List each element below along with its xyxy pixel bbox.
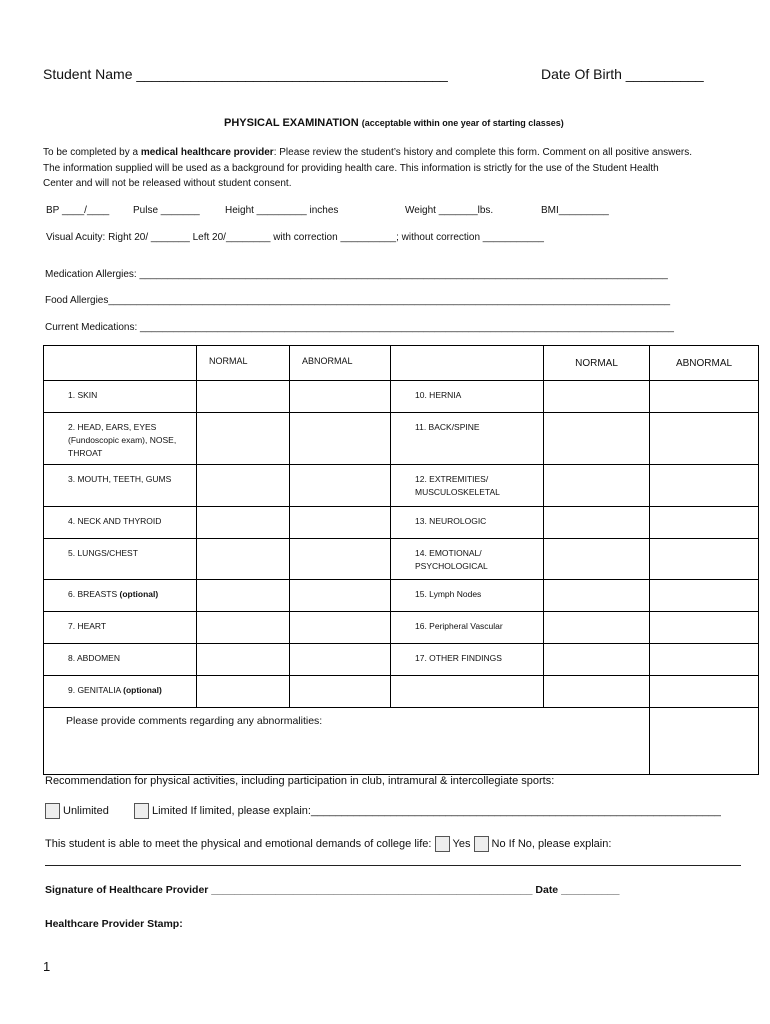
right-normal-cell[interactable] <box>544 644 650 676</box>
abnormal-header-2: ABNORMAL <box>650 346 759 381</box>
unlimited-label: Unlimited <box>63 804 109 817</box>
limited-label: Limited If limited, please explain:___________________________________________________________________ <box>152 804 721 817</box>
bmi-field[interactable]: BMI_________ <box>541 205 609 216</box>
left-normal-cell[interactable] <box>197 580 290 612</box>
intro-bold: medical healthcare provider <box>140 147 274 158</box>
right-label: 16. Peripheral Vascular <box>391 612 544 644</box>
left-normal-cell[interactable] <box>197 644 290 676</box>
right-abnormal-cell[interactable] <box>650 465 759 507</box>
right-abnormal-cell[interactable] <box>650 381 759 413</box>
left-label: 4. NECK AND THYROID <box>44 507 197 539</box>
visual-acuity-field[interactable]: Visual Acuity: Right 20/ _______ Left 20/________ with correction __________; without correction ___________ <box>46 232 544 243</box>
normal-header-2: NORMAL <box>544 346 650 381</box>
page-title <box>224 117 564 129</box>
intro-line1-rest: : Please review the student’s history and complete this form. Comment on all positive answers. <box>273 147 693 158</box>
left-normal-cell[interactable] <box>197 381 290 413</box>
left-normal-cell[interactable] <box>197 465 290 507</box>
pulse-field[interactable]: Pulse _______ <box>133 205 200 216</box>
right-normal-cell[interactable] <box>544 676 650 708</box>
comments-side-cell <box>650 708 759 775</box>
intro-line-3: Center and will not be released without student consent. <box>43 178 292 189</box>
left-abnormal-cell[interactable] <box>290 676 391 708</box>
table-header-row <box>44 346 759 381</box>
yes-label: Yes <box>452 837 471 850</box>
left-label: 5. LUNGS/CHEST <box>44 539 197 580</box>
left-normal-cell[interactable] <box>197 507 290 539</box>
left-abnormal-cell[interactable] <box>290 539 391 580</box>
right-label: 11. BACK/SPINE <box>391 413 544 465</box>
limited-option[interactable] <box>134 803 721 819</box>
right-normal-cell[interactable] <box>544 465 650 507</box>
title-note: (acceptable within one year of starting classes) <box>361 118 564 128</box>
comments-cell[interactable] <box>44 708 650 775</box>
bp-field[interactable]: BP ____/____ <box>46 205 110 216</box>
comments-row <box>44 708 759 775</box>
left-abnormal-cell[interactable] <box>290 612 391 644</box>
demands-text: This student is able to meet the physical and emotional demands of college life: <box>45 837 432 850</box>
title-main: PHYSICAL EXAMINATION <box>224 117 359 129</box>
right-abnormal-cell[interactable] <box>650 644 759 676</box>
table-row <box>44 507 759 539</box>
recommendation-text: Recommendation for physical activities, including participation in club, intramural & intercollegiate sports: <box>45 775 555 787</box>
right-normal-cell[interactable] <box>544 612 650 644</box>
right-label <box>391 676 544 708</box>
left-label: 3. MOUTH, TEETH, GUMS <box>44 465 197 507</box>
right-abnormal-cell[interactable] <box>650 612 759 644</box>
signature-field[interactable]: Signature of Healthcare Provider _______________________________________________________ Date __________ <box>45 884 620 896</box>
date-of-birth-field[interactable]: Date Of Birth __________ <box>541 66 704 82</box>
weight-field[interactable]: Weight _______lbs. <box>405 205 494 216</box>
height-field[interactable]: Height _________ inches <box>225 205 339 216</box>
right-abnormal-cell[interactable] <box>650 413 759 465</box>
table-row <box>44 676 759 708</box>
normal-header: NORMAL <box>197 346 290 381</box>
right-label: 14. EMOTIONAL/ PSYCHOLOGICAL <box>391 539 544 580</box>
intro-line-2: The information supplied will be used as a background for providing health care. This information is strictly for the use of the Student Health <box>43 163 659 174</box>
right-label: 17. OTHER FINDINGS <box>391 644 544 676</box>
right-label: 15. Lymph Nodes <box>391 580 544 612</box>
limited-checkbox[interactable] <box>134 803 149 819</box>
comments-label: Please provide comments regarding any abnormalities: <box>66 715 323 727</box>
right-label: 10. HERNIA <box>391 381 544 413</box>
right-normal-cell[interactable] <box>544 507 650 539</box>
stamp-label: Healthcare Provider Stamp: <box>45 918 183 930</box>
right-label: 13. NEUROLOGIC <box>391 507 544 539</box>
page-number: 1 <box>43 959 51 974</box>
left-label: 9. GENITALIA (optional) <box>44 676 197 708</box>
left-label: 8. ABDOMEN <box>44 644 197 676</box>
table-row <box>44 381 759 413</box>
yes-checkbox[interactable] <box>435 836 450 852</box>
student-name-field[interactable]: Student Name ________________________________________ <box>43 66 448 82</box>
food-allergies-field[interactable]: Food Allergies_____________________________________________________________________________________________________ <box>45 295 671 306</box>
intro-line-1 <box>43 147 692 158</box>
right-abnormal-cell[interactable] <box>650 539 759 580</box>
left-normal-cell[interactable] <box>197 676 290 708</box>
right-normal-cell[interactable] <box>544 539 650 580</box>
medication-allergies-field[interactable]: Medication Allergies: _______________________________________________________________________________________________ <box>45 269 668 280</box>
table-row <box>44 612 759 644</box>
left-abnormal-cell[interactable] <box>290 381 391 413</box>
unlimited-checkbox[interactable] <box>45 803 60 819</box>
header-blank-cell-2 <box>391 346 544 381</box>
left-normal-cell[interactable] <box>197 612 290 644</box>
left-label: 2. HEAD, EARS, EYES (Fundoscopic exam), NOSE, THROAT <box>44 413 197 465</box>
no-label: No If No, please explain: <box>491 837 612 850</box>
header-blank-cell <box>44 346 197 381</box>
table-row <box>44 580 759 612</box>
unlimited-option[interactable] <box>45 803 109 819</box>
right-abnormal-cell[interactable] <box>650 507 759 539</box>
table-row <box>44 644 759 676</box>
table-row <box>44 413 759 465</box>
left-normal-cell[interactable] <box>197 539 290 580</box>
left-normal-cell[interactable] <box>197 413 290 465</box>
right-normal-cell[interactable] <box>544 580 650 612</box>
abnormal-header: ABNORMAL <box>290 346 391 381</box>
right-abnormal-cell[interactable] <box>650 580 759 612</box>
left-abnormal-cell[interactable] <box>290 413 391 465</box>
left-abnormal-cell[interactable] <box>290 580 391 612</box>
left-abnormal-cell[interactable] <box>290 644 391 676</box>
right-label: 12. EXTREMITIES/ MUSCULOSKELETAL <box>391 465 544 507</box>
table-row <box>44 539 759 580</box>
left-label: 6. BREASTS (optional) <box>44 580 197 612</box>
explain-line[interactable] <box>45 865 741 866</box>
no-checkbox[interactable] <box>474 836 489 852</box>
table-row <box>44 465 759 507</box>
right-normal-cell[interactable] <box>544 381 650 413</box>
left-label: 1. SKIN <box>44 381 197 413</box>
exam-table <box>43 345 759 775</box>
left-label: 7. HEART <box>44 612 197 644</box>
left-abnormal-cell[interactable] <box>290 465 391 507</box>
left-abnormal-cell[interactable] <box>290 507 391 539</box>
demands-line <box>45 836 611 852</box>
current-medications-field[interactable]: Current Medications: ________________________________________________________________________________________________ <box>45 322 674 333</box>
right-abnormal-cell[interactable] <box>650 676 759 708</box>
right-normal-cell[interactable] <box>544 413 650 465</box>
intro-prefix: To be completed by a <box>43 147 141 158</box>
